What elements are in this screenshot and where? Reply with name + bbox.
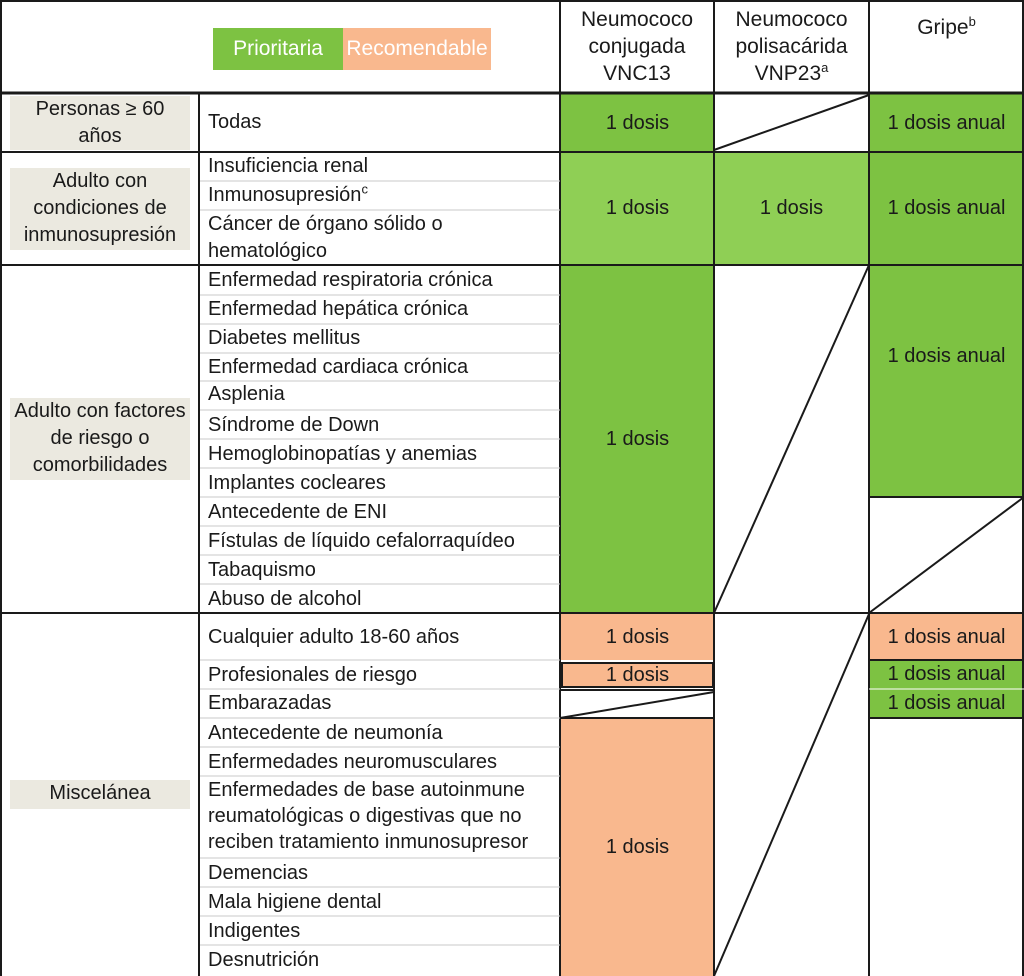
- pcv13-prof-cell: 1 dosis: [561, 662, 714, 688]
- pcv13-misc-cell: 1 dosis: [561, 719, 714, 976]
- condition-fist: Fístulas de líquido cefalorraquídeo: [208, 530, 515, 552]
- flu-pregnant-cell: 1 dosis anual: [869, 689, 1024, 718]
- condition-dental: Mala higiene dental: [208, 891, 382, 913]
- condition-dem: Demencias: [208, 862, 309, 884]
- header-pcv13: Neumococo conjugada VNC13: [580, 8, 694, 85]
- condition-alco: Abuso de alcohol: [208, 588, 362, 610]
- condition-hemo: Hemoglobinopatías y anemias: [208, 443, 478, 465]
- condition-impl: Implantes cocleares: [208, 472, 386, 494]
- condition-diab: Diabetes mellitus: [208, 327, 361, 349]
- pcv13-immuno-cell: 1 dosis: [561, 152, 714, 265]
- condition-cancer: Cáncer de órgano sólido o hematológico: [208, 213, 443, 262]
- header-flu: Gripe$^b$: [917, 14, 976, 39]
- condition-down: Síndrome de Down: [208, 414, 380, 436]
- condition-adult: Cualquier adulto 18-60 años: [208, 626, 460, 648]
- ppsv23-immuno-cell: 1 dosis: [714, 152, 869, 265]
- pcv13-elderly-cell: 1 dosis: [561, 94, 714, 152]
- condition-card: Enfermedad cardiaca crónica: [208, 356, 469, 378]
- flu-immuno-cell: 1 dosis anual: [869, 152, 1024, 265]
- flu-prof-cell: 1 dosis anual: [869, 660, 1024, 689]
- condition-neum: Antecedente de neumonía: [208, 722, 443, 744]
- group-risk: Adulto con factores de riesgo o comorbilidades: [10, 398, 190, 480]
- header-ppsv23: Neumococo polisacárida VNP23$^a$: [735, 8, 848, 85]
- group-immuno: Adulto con condiciones de inmunosupresión: [10, 168, 190, 250]
- condition-emb: Embarazadas: [208, 692, 332, 714]
- legend-priority-label: Prioritaria: [233, 37, 323, 60]
- condition-neuro: Enfermedades neuromusculares: [208, 751, 498, 773]
- condition-aspl: Asplenia: [208, 383, 285, 405]
- condition-taba: Tabaquismo: [208, 559, 316, 581]
- condition-indig: Indigentes: [208, 920, 301, 942]
- pcv13-risk-cell: 1 dosis: [561, 265, 714, 613]
- condition-todas: Todas: [208, 111, 262, 133]
- legend-recommended-label: Recomendable: [346, 37, 488, 60]
- pcv13-adult-cell: 1 dosis: [561, 614, 714, 660]
- condition-hep: Enfermedad hepática crónica: [208, 298, 469, 320]
- condition-inmuno: Inmunosupresión$^c$: [208, 181, 368, 206]
- flu-adult-cell: 1 dosis anual: [869, 614, 1024, 660]
- condition-prof: Profesionales de riesgo: [208, 664, 418, 686]
- group-misc: Miscelánea: [10, 780, 190, 809]
- flu-risk-cell: 1 dosis anual: [869, 265, 1024, 497]
- condition-renal: Insuficiencia renal: [208, 155, 369, 177]
- group-elderly: Personas ≥ 60 años: [10, 96, 190, 150]
- condition-desn: Desnutrición: [208, 949, 320, 971]
- condition-auto: Enfermedades de base autoinmune reumatológicas o digestivas que no reciben tratamiento inmunosupresor: [208, 779, 529, 853]
- condition-resp: Enfermedad respiratoria crónica: [208, 269, 493, 291]
- flu-elderly-cell: 1 dosis anual: [869, 94, 1024, 152]
- condition-eni: Antecedente de ENI: [208, 501, 388, 523]
